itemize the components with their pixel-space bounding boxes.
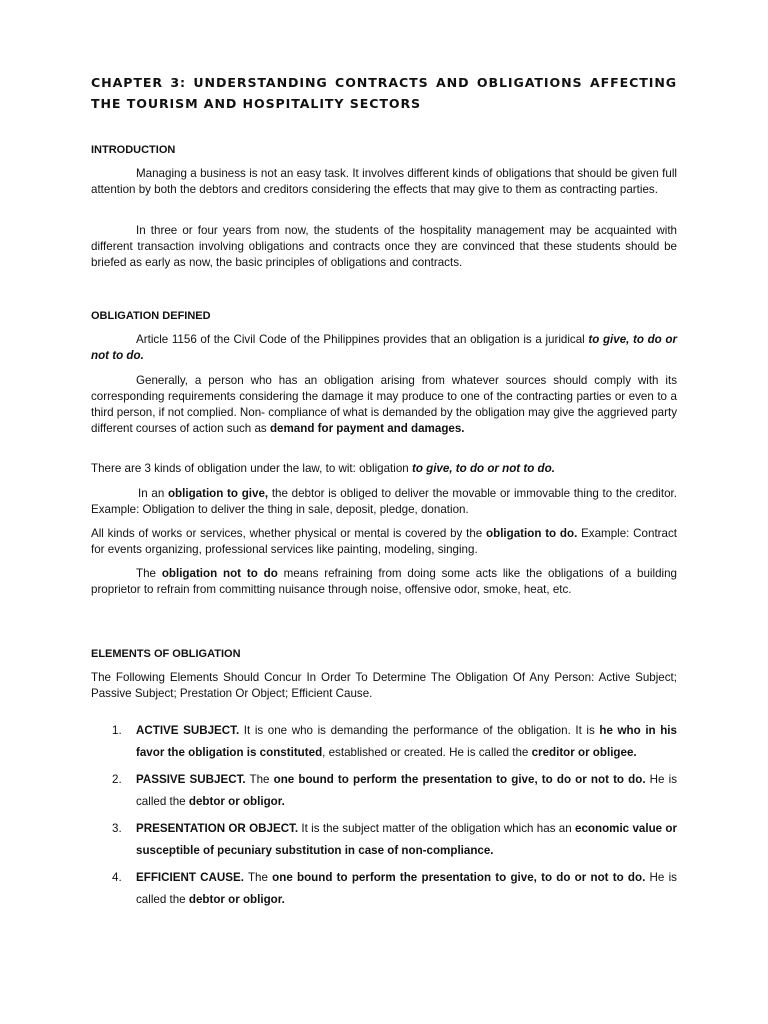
list-number: 3. — [112, 822, 122, 835]
text: The — [136, 567, 162, 580]
obligation-paragraph-2 — [91, 373, 677, 437]
term: PASSIVE SUBJECT. — [136, 773, 246, 786]
text: All kinds of works or services, whether physical or mental is covered by the — [91, 527, 487, 540]
emphasis: to give, to do or not to do. — [411, 462, 555, 475]
term: ACTIVE SUBJECT. — [136, 724, 240, 737]
introduction-heading: INTRODUCTION — [91, 144, 176, 156]
text: It is the subject matter of the obligation which has an — [298, 822, 576, 835]
intro-paragraph-2: In three or four years from now, the students of the hospitality management may be acquainted with different transaction involving obligations and contracts once they are convinced that these students should be briefed as early as now, the basic principles of obligations and contracts. — [91, 224, 677, 269]
bold-text: one bound to perform the presentation to give, to do or not to do. — [273, 773, 646, 786]
obligation-paragraph-4 — [91, 486, 677, 518]
text: He is called the — [136, 871, 677, 906]
text: Example: Contract for events organizing, professional services like painting, modeling, singing. — [91, 527, 677, 556]
list-number: 4. — [112, 871, 122, 884]
text: The — [243, 871, 273, 884]
obligation-paragraph-3 — [91, 461, 677, 477]
text: , established or created. He is called the — [322, 746, 532, 759]
text: means refraining from doing some acts like the obligations of a building proprietor to refrain from committing nuisance through noise, offensive odor, smoke, heat, etc. — [91, 567, 677, 596]
list-item — [91, 867, 677, 911]
chapter-title: CHAPTER 3: UNDERSTANDING CONTRACTS AND OBLIGATIONS AFFECTING THE TOURISM AND HOSPITALITY SECTORS — [91, 75, 677, 111]
text: the debtor is obliged to deliver the movable or immovable thing to the creditor. Example: Obligation to deliver the thing in sale, deposit, pledge, donation. — [91, 487, 677, 516]
obligation-paragraph-1 — [91, 332, 677, 364]
elements-list — [91, 720, 677, 916]
term: PRESENTATION OR OBJECT. — [136, 822, 299, 835]
bold-text: debtor or obligor. — [188, 893, 285, 906]
bold-text: demand for payment and damages. — [269, 422, 465, 435]
list-item — [91, 818, 677, 862]
obligation-paragraph-6 — [91, 566, 677, 598]
obligation-paragraph-5 — [91, 526, 677, 558]
list-item — [91, 769, 677, 813]
text: The — [245, 773, 274, 786]
bold-text: debtor or obligor. — [188, 795, 285, 808]
elements-intro: The Following Elements Should Concur In Order To Determine The Obligation Of Any Person: Active Subject; Passive Subject; Prestation Or Object; Efficient Cause. — [91, 671, 677, 700]
emphasis: to give, to do or not to do. — [91, 333, 677, 362]
bold-text: creditor or obligee. — [531, 746, 637, 759]
bold-text: economic value or susceptible of pecuniary substitution in case of non-compliance. — [136, 822, 677, 857]
text: Generally, a person who has an obligation arising from whatever sources should comply with its corresponding requirements considering the damage it may produce to one of the contracting parties or even to a third person, if not complied. Non- compliance of what is demanded by the obligation may give the aggrieved party different courses of action such as — [91, 374, 677, 435]
bold-text: obligation not to do — [161, 567, 278, 580]
list-number: 1. — [112, 724, 122, 737]
elements-heading: ELEMENTS OF OBLIGATION — [91, 648, 241, 660]
bold-text: obligation to give, — [167, 487, 269, 500]
text: He is called the — [136, 773, 678, 808]
bold-text: obligation to do. — [486, 527, 578, 540]
obligation-defined-heading: OBLIGATION DEFINED — [91, 310, 211, 322]
intro-paragraph-1: Managing a business is not an easy task. It involves different kinds of obligations that should be given full attention by both the debtors and creditors considering the effects that may give to them as contracting parties. — [91, 167, 677, 196]
bold-text: he who in his favor the obligation is constituted — [136, 724, 677, 759]
term: EFFICIENT CAUSE. — [136, 871, 244, 884]
text: There are 3 kinds of obligation under the law, to wit: obligation — [91, 462, 412, 475]
text: It is one who is demanding the performance of the obligation. It is — [239, 724, 600, 737]
bold-text: one bound to perform the presentation to give, to do or not to do. — [272, 871, 646, 884]
list-item — [91, 720, 677, 764]
text: In an — [138, 487, 168, 500]
text: Article 1156 of the Civil Code of the Philippines provides that an obligation is a juridical — [136, 333, 589, 346]
list-number: 2. — [112, 773, 122, 786]
